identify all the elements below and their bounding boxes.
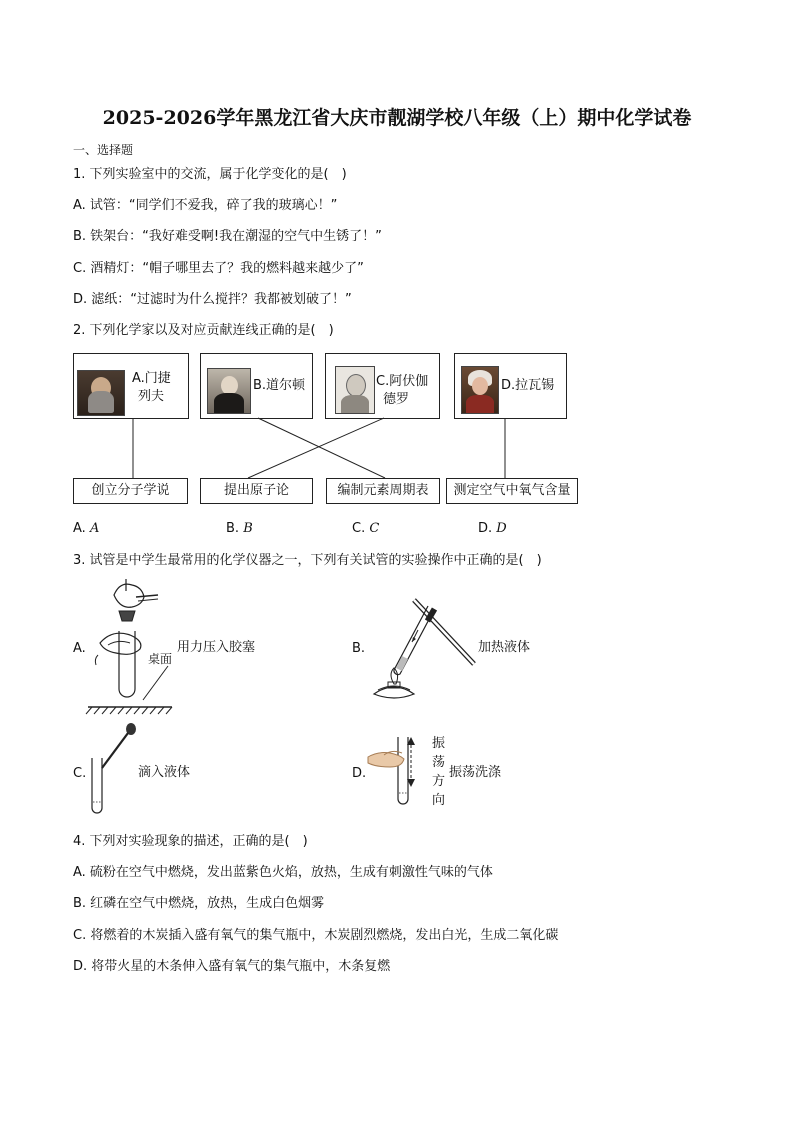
scientist-label-c-line2: 德罗: [383, 392, 410, 407]
connector-c: [248, 418, 384, 478]
question-2-option-a[interactable]: [73, 521, 99, 537]
scientist-label-c-line1: C.阿伏伽: [376, 374, 429, 389]
option-c-prefix: C.: [352, 521, 366, 536]
shake-direction-char-4: 向: [432, 793, 446, 808]
question-3-stem: 3. 试管是中学生最常用的化学仪器之一，下列有关试管的实验操作中正确的是( ): [73, 553, 542, 568]
question-3-option-b-caption: 加热液体: [478, 640, 531, 655]
scientist-label-a-line2: 列夫: [138, 389, 165, 404]
question-2-stem: 2. 下列化学家以及对应贡献连线正确的是( ): [73, 323, 334, 338]
option-b-prefix: B.: [226, 521, 240, 536]
question-2-option-b[interactable]: [226, 521, 253, 537]
question-1-option-c[interactable]: C. 酒精灯：“帽子哪里去了？我的燃料越来越少了”: [73, 261, 364, 276]
question-3-option-c-caption: 滴入液体: [138, 765, 191, 780]
question-4-stem: 4. 下列对实验现象的描述，正确的是( ): [73, 834, 308, 849]
option-d-prefix: D.: [478, 521, 493, 536]
question-1-option-a[interactable]: A. 试管：“同学们不爱我，碎了我的玻璃心！”: [73, 198, 338, 213]
question-2-option-c[interactable]: [352, 521, 379, 537]
contribution-box-1: 创立分子学说: [73, 478, 188, 504]
contribution-box-3: 编制元素周期表: [326, 478, 440, 504]
contribution-box-2: 提出原子论: [200, 478, 313, 504]
illustration-heating-liquid: [366, 590, 486, 700]
question-1-option-d[interactable]: D. 滤纸：“过滤时为什么搅拌？我都被划破了！”: [73, 292, 352, 307]
question-1-option-b[interactable]: B. 铁架台：“我好难受啊!我在潮湿的空气中生锈了！”: [73, 229, 382, 244]
option-d-value: D: [496, 521, 507, 536]
contribution-box-4: 测定空气中氧气含量: [446, 478, 578, 504]
question-4-option-d[interactable]: D. 将带火星的木条伸入盛有氧气的集气瓶中，木条复燃: [73, 959, 391, 974]
option-a-prefix: A.: [73, 521, 86, 536]
shake-direction-char-1: 振: [432, 736, 446, 751]
shake-direction-char-3: 方: [432, 774, 446, 789]
question-3-option-b-letter[interactable]: B.: [352, 641, 366, 656]
question-4-option-c[interactable]: C. 将燃着的木炭插入盛有氧气的集气瓶中，木炭剧烈燃烧，发出白光，生成二氧化碳: [73, 928, 559, 943]
question-4-option-b[interactable]: B. 红磷在空气中燃烧，放热，生成白色烟雾: [73, 896, 325, 911]
question-3-option-c-letter[interactable]: C.: [73, 766, 87, 781]
scientist-label-d-line1: D.拉瓦锡: [501, 378, 555, 393]
question-4-option-a[interactable]: A. 硫粉在空气中燃烧，发出蓝紫色火焰，放热，生成有刺激性气味的气体: [73, 865, 493, 880]
question-3-option-a-caption: 用力压入胶塞: [177, 640, 256, 655]
section-heading: 一、选择题: [73, 143, 134, 157]
shake-direction-char-2: 荡: [432, 755, 446, 770]
question-1-stem: 1. 下列实验室中的交流，属于化学变化的是( ): [73, 167, 347, 182]
question-3-option-d-letter[interactable]: D.: [352, 766, 367, 781]
option-c-value: C: [369, 521, 380, 536]
shake-direction-arrow: [406, 737, 416, 787]
illustration-shaking-tube: [366, 733, 426, 813]
scientist-label-b-line1: B.道尔顿: [253, 378, 306, 393]
page-title: 2025-2026学年黑龙江省大庆市靓湖学校八年级（上）期中化学试卷: [102, 107, 692, 129]
option-b-value: B: [243, 521, 253, 536]
question-2-option-d[interactable]: [478, 521, 507, 537]
question-3-option-a-letter[interactable]: A.: [73, 641, 86, 656]
connector-b: [258, 418, 385, 478]
scientist-label-a-line1: A.门捷: [132, 371, 171, 386]
desk-label: 桌面: [148, 652, 173, 666]
option-a-value: A: [89, 521, 100, 536]
question-3-option-d-caption: 振荡洗涤: [449, 765, 502, 780]
